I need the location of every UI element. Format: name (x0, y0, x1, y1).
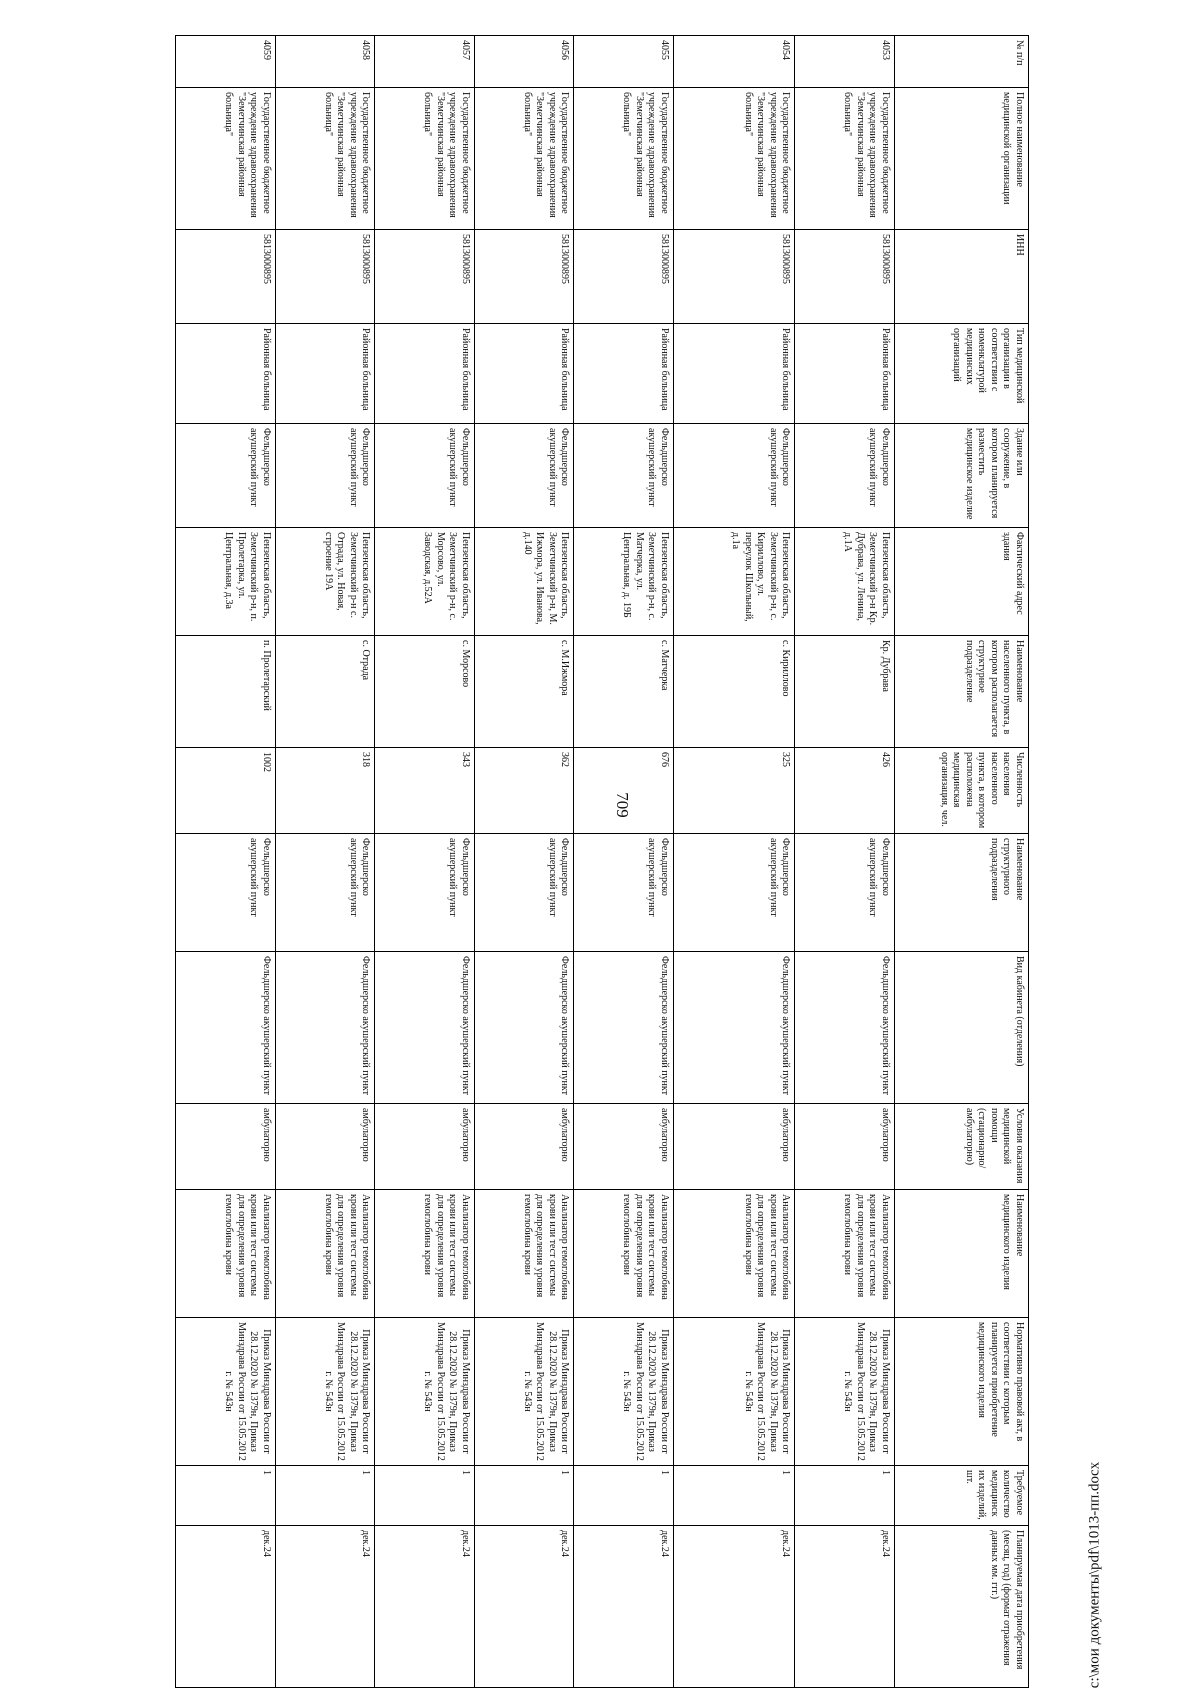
cell-qty: 1 (176, 1466, 276, 1526)
cell-org: Государственное бюджетное учреждение здравоохранения "Земетчинская районная больница" (176, 88, 276, 230)
cell-act: Приказ Минздрава России от 28.12.2020 № 1379н, Приказ Минздрава России от 15.05.2012 г. № 543н (673, 1318, 794, 1466)
cell-population: 343 (375, 748, 475, 834)
column-header: Требуемое количество медицинских изделий, шт. (895, 1466, 1029, 1526)
table-row (673, 36, 794, 1688)
column-header: Условия оказания медицинской помощи (стационарно/ амбулаторно) (895, 1104, 1029, 1190)
cell-conditions: амбулаторно (176, 1104, 276, 1190)
cell-num: 4053 (795, 36, 895, 88)
cell-conditions: амбулаторно (474, 1104, 574, 1190)
cell-act: Приказ Минздрава России от 28.12.2020 № 1379н, Приказ Минздрава России от 15.05.2012 г. № 543н (574, 1318, 674, 1466)
cell-qty: 1 (574, 1466, 674, 1526)
cell-device: Анализатор гемоглобина крови или тест системы для определения уровня гемоглобина крови (176, 1190, 276, 1318)
cell-device: Анализатор гемоглобина крови или тест системы для определения уровня гемоглобина крови (275, 1190, 375, 1318)
cell-conditions: амбулаторно (574, 1104, 674, 1190)
column-header: Нормативно правовой акт, в соответствии с которым планируется приобретение медицинского изделия (895, 1318, 1029, 1466)
table-header-row (895, 36, 1029, 1688)
column-header: № п/п (895, 36, 1029, 88)
cell-org: Государственное бюджетное учреждение здравоохранения "Земетчинская районная больница" (474, 88, 574, 230)
cell-qty: 1 (375, 1466, 475, 1526)
cell-population: 676 (574, 748, 674, 834)
cell-address: Пензенская область, Земетчинский р-н, с. Морсово, ул. Заводская, д.52А (375, 528, 475, 636)
cell-unit: Фельдшерско акушерский пункт (176, 834, 276, 952)
cell-qty: 1 (795, 1466, 895, 1526)
cell-settlement: п. Пролетарский (176, 636, 276, 748)
cell-population: 362 (474, 748, 574, 834)
cell-act: Приказ Минздрава России от 28.12.2020 № 1379н, Приказ Минздрава России от 15.05.2012 г. № 543н (275, 1318, 375, 1466)
cell-inn: 5813000895 (375, 230, 475, 324)
cell-address: Пензенская область, Земетчинский р-н, М. Ижмора, ул. Иванова, д.140 (474, 528, 574, 636)
page-number: 709 (613, 792, 632, 818)
cell-date: дек.24 (474, 1526, 574, 1688)
cell-settlement: Кр. Дубрава (795, 636, 895, 748)
cell-org: Государственное бюджетное учреждение здравоохранения "Земетчинская районная больница" (673, 88, 794, 230)
cell-inn: 5813000895 (673, 230, 794, 324)
cell-act: Приказ Минздрава России от 28.12.2020 № 1379н, Приказ Минздрава России от 15.05.2012 г. № 543н (176, 1318, 276, 1466)
cell-conditions: амбулаторно (375, 1104, 475, 1190)
cell-act: Приказ Минздрава России от 28.12.2020 № 1379н, Приказ Минздрава России от 15.05.2012 г. № 543н (474, 1318, 574, 1466)
cell-num: 4056 (474, 36, 574, 88)
cell-num: 4057 (375, 36, 475, 88)
cell-type: Районная больница (176, 324, 276, 424)
cell-address: Пензенская область, Земетчинский р-н с. Отрада, ул. Новая, строение 19А (275, 528, 375, 636)
cell-address: Пензенская область, Земетчинский р-н, с. Кириллово, ул. переулок Школьный, д.1а (673, 528, 794, 636)
cell-cabinet: Фельдшерско акушерский пункт (474, 952, 574, 1104)
table-body (176, 36, 895, 1688)
cell-address: Пензенская область, Земетчинский р-н Кр. Дубрава, ул. Ленина, д.1А (795, 528, 895, 636)
cell-type: Районная больница (375, 324, 475, 424)
cell-building: Фельдшерско акушерский пункт (795, 424, 895, 528)
cell-cabinet: Фельдшерско акушерский пункт (176, 952, 276, 1104)
cell-settlement: с. Матчерка (574, 636, 674, 748)
cell-unit: Фельдшерско акушерский пункт (474, 834, 574, 952)
table-row (474, 36, 574, 1688)
cell-building: Фельдшерско акушерский пункт (375, 424, 475, 528)
cell-qty: 1 (275, 1466, 375, 1526)
cell-building: Фельдшерско акушерский пункт (673, 424, 794, 528)
cell-type: Районная больница (574, 324, 674, 424)
cell-unit: Фельдшерско акушерский пункт (375, 834, 475, 952)
cell-settlement: с. Морсово (375, 636, 475, 748)
cell-device: Анализатор гемоглобина крови или тест системы для определения уровня гемоглобина крови (474, 1190, 574, 1318)
cell-cabinet: Фельдшерско акушерский пункт (795, 952, 895, 1104)
cell-unit: Фельдшерско акушерский пункт (574, 834, 674, 952)
cell-type: Районная больница (795, 324, 895, 424)
cell-cabinet: Фельдшерско акушерский пункт (673, 952, 794, 1104)
cell-org: Государственное бюджетное учреждение здравоохранения "Земетчинская районная больница" (795, 88, 895, 230)
table-row (176, 36, 276, 1688)
cell-date: дек.24 (275, 1526, 375, 1688)
cell-inn: 5813000895 (795, 230, 895, 324)
cell-building: Фельдшерско акушерский пункт (275, 424, 375, 528)
table-row (275, 36, 375, 1688)
cell-settlement: с. Кириллово (673, 636, 794, 748)
cell-inn: 5813000895 (275, 230, 375, 324)
cell-unit: Фельдшерско акушерский пункт (795, 834, 895, 952)
cell-type: Районная больница (474, 324, 574, 424)
cell-address: Пензенская область, Земетчинский р-н, с. Матчерка, ул. Центральная, д. 19Б (574, 528, 674, 636)
cell-date: дек.24 (673, 1526, 794, 1688)
cell-device: Анализатор гемоглобина крови или тест системы для определения уровня гемоглобина крови (574, 1190, 674, 1318)
column-header: Здание или сооружение, в котором планируется разместить медицинское изделие (895, 424, 1029, 528)
cell-qty: 1 (673, 1466, 794, 1526)
cell-num: 4054 (673, 36, 794, 88)
cell-date: дек.24 (574, 1526, 674, 1688)
cell-inn: 5813000895 (176, 230, 276, 324)
cell-type: Районная больница (673, 324, 794, 424)
cell-population: 426 (795, 748, 895, 834)
cell-org: Государственное бюджетное учреждение здравоохранения "Земетчинская районная больница" (275, 88, 375, 230)
cell-settlement: с. Отрада (275, 636, 375, 748)
cell-device: Анализатор гемоглобина крови или тест системы для определения уровня гемоглобина крови (673, 1190, 794, 1318)
cell-population: 325 (673, 748, 794, 834)
column-header: Планируемая дата приобретения (месяц, год) (формат отражения данных мм. ггг.) (895, 1526, 1029, 1688)
column-header: Вид кабинета (отделения) (895, 952, 1029, 1104)
table-row (795, 36, 895, 1688)
cell-population: 1002 (176, 748, 276, 834)
cell-date: дек.24 (176, 1526, 276, 1688)
column-header: ИНН (895, 230, 1029, 324)
cell-cabinet: Фельдшерско акушерский пункт (275, 952, 375, 1104)
cell-unit: Фельдшерско акушерский пункт (275, 834, 375, 952)
cell-cabinet: Фельдшерско акушерский пункт (375, 952, 475, 1104)
cell-device: Анализатор гемоглобина крови или тест системы для определения уровня гемоглобина крови (795, 1190, 895, 1318)
cell-num: 4055 (574, 36, 674, 88)
cell-device: Анализатор гемоглобина крови или тест системы для определения уровня гемоглобина крови (375, 1190, 475, 1318)
cell-act: Приказ Минздрава России от 28.12.2020 № 1379н, Приказ Минздрава России от 15.05.2012 г. № 543н (795, 1318, 895, 1466)
cell-type: Районная больница (275, 324, 375, 424)
cell-date: дек.24 (375, 1526, 475, 1688)
table-row (574, 36, 674, 1688)
cell-address: Пензенская область, Земетчинский р-н, п. Пролетарка, ул. Центральная, д.3а (176, 528, 276, 636)
cell-cabinet: Фельдшерско акушерский пункт (574, 952, 674, 1104)
medical-devices-table (175, 35, 1029, 1688)
cell-date: дек.24 (795, 1526, 895, 1688)
column-header: Полное наименование медицинской организации (895, 88, 1029, 230)
column-header: Наименование населенного пункта, в котором располагается структурное подразделение (895, 636, 1029, 748)
cell-org: Государственное бюджетное учреждение здравоохранения "Земетчинская районная больница" (574, 88, 674, 230)
cell-qty: 1 (474, 1466, 574, 1526)
cell-num: 4059 (176, 36, 276, 88)
cell-inn: 5813000895 (574, 230, 674, 324)
cell-inn: 5813000895 (474, 230, 574, 324)
column-header: Наименование структурного подразделения (895, 834, 1029, 952)
table-row (375, 36, 475, 1688)
cell-building: Фельдшерско акушерский пункт (176, 424, 276, 528)
column-header: Наименование медицинского изделия (895, 1190, 1029, 1318)
cell-conditions: амбулаторно (275, 1104, 375, 1190)
cell-building: Фельдшерско акушерский пункт (574, 424, 674, 528)
cell-conditions: амбулаторно (795, 1104, 895, 1190)
cell-building: Фельдшерско акушерский пункт (474, 424, 574, 528)
cell-unit: Фельдшерско акушерский пункт (673, 834, 794, 952)
cell-num: 4058 (275, 36, 375, 88)
cell-act: Приказ Минздрава России от 28.12.2020 № 1379н, Приказ Минздрава России от 15.05.2012 г. № 543н (375, 1318, 475, 1466)
column-header: Численность населения населенного пункта, в котором расположена медицинская организация, чел. (895, 748, 1029, 834)
cell-population: 318 (275, 748, 375, 834)
registry-table-container (175, 35, 1029, 1687)
column-header: Фактический адрес здания (895, 528, 1029, 636)
file-path-footer: c:\мои документы\pdf\1013-пп.docx (1086, 1461, 1103, 1689)
column-header: Тип медицинской организации в соответствии с номенклатурой медицинских организаций (895, 324, 1029, 424)
cell-conditions: амбулаторно (673, 1104, 794, 1190)
cell-org: Государственное бюджетное учреждение здравоохранения "Земетчинская районная больница" (375, 88, 475, 230)
cell-settlement: с. М.Ижмора (474, 636, 574, 748)
